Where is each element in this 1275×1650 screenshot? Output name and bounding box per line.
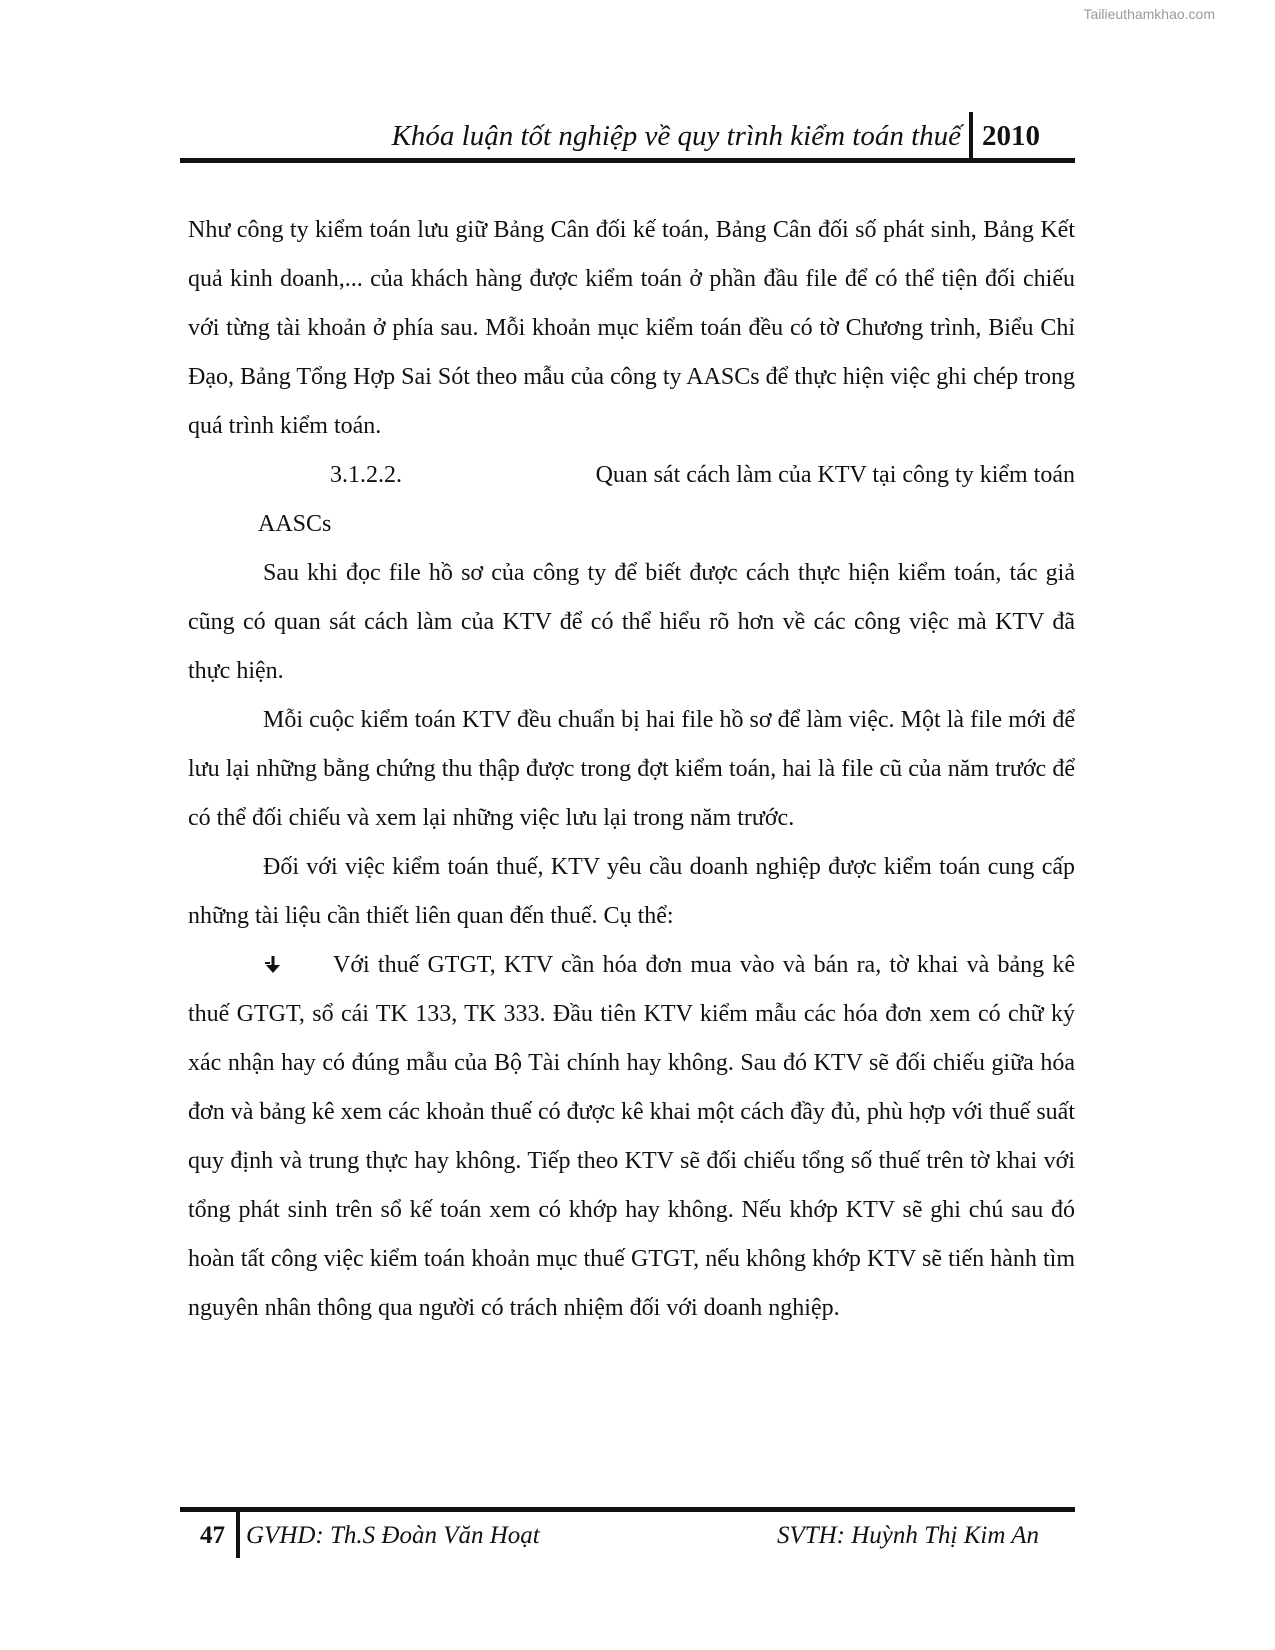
- header-divider: [969, 112, 973, 162]
- section-heading: [188, 451, 1075, 500]
- bullet-paragraph: [188, 941, 1075, 1333]
- paragraph-3: Mỗi cuộc kiểm toán KTV đều chuẩn bị hai file hồ sơ để làm việc. Một là file mới để lưu lại những bằng chứng thu thập được trong đợt kiểm toán, hai là file cũ của năm trước để có thể đối chiếu và xem lại những việc lưu lại trong năm trước.: [188, 707, 1075, 831]
- section-heading-continuation: AASCs: [258, 511, 332, 537]
- paragraph-1: Như công ty kiểm toán lưu giữ Bảng Cân đối kế toán, Bảng Cân đối số phát sinh, Bảng Kết quả kinh doanh,... của khách hàng được kiểm toán ở phần đầu file để có thể tiện đối chiếu với từng tài khoản ở phía sau. Mỗi khoản mục kiểm toán đều có tờ Chương trình, Biểu Chỉ Đạo, Bảng Tổng Hợp Sai Sót theo mẫu của công ty AASCs để thực hiện việc ghi chép trong quá trình kiểm toán.: [188, 217, 1075, 439]
- header-year: 2010: [982, 120, 1040, 152]
- header-rule: [180, 158, 1075, 163]
- footer-divider: [236, 1512, 240, 1558]
- arrow-down-bullet-icon: [263, 954, 283, 974]
- section-heading-number: 3.1.2.2.: [330, 462, 402, 488]
- page-footer: [180, 1512, 1075, 1558]
- footer-advisor: GVHD: Th.S Đoàn Văn Hoạt: [246, 1522, 540, 1549]
- paragraph-2: Sau khi đọc file hồ sơ của công ty để biết được cách thực hiện kiểm toán, tác giả cũng có quan sát cách làm của KTV để có thể hiểu rõ hơn về các công việc mà KTV đã thực hiện.: [188, 560, 1075, 684]
- paragraph-4: Đối với việc kiểm toán thuế, KTV yêu cầu doanh nghiệp được kiểm toán cung cấp những tài liệu cần thiết liên quan đến thuế. Cụ thể:: [188, 854, 1075, 929]
- footer-student: SVTH: Huỳnh Thị Kim An: [776, 1522, 1039, 1549]
- section-heading-text: Quan sát cách làm của KTV tại công ty kiểm toán: [595, 462, 1075, 488]
- bullet-paragraph-text: Với thuế GTGT, KTV cần hóa đơn mua vào và bán ra, tờ khai và bảng kê thuế GTGT, sổ cái TK 133, TK 333. Đầu tiên KTV kiểm mẫu các hóa đơn xem có chữ ký xác nhận hay có đúng mẫu của Bộ Tài chính hay không. Sau đó KTV sẽ đối chiếu giữa hóa đơn và bảng kê xem các khoản thuế có được kê khai một cách đầy đủ, phù hợp với thuế suất quy định và trung thực hay không. Tiếp theo KTV sẽ đối chiếu tổng số thuế trên tờ khai với tổng phát sinh trên sổ kế toán xem có khớp hay không. Nếu khớp KTV sẽ ghi chú sau đó hoàn tất công việc kiểm toán khoản mục thuế GTGT, nếu không khớp KTV sẽ tiến hành tìm nguyên nhân thông qua người có trách nhiệm đối với doanh nghiệp.: [188, 952, 1075, 1321]
- page-header: [180, 112, 1075, 162]
- watermark: Tailieuthamkhao.com: [1083, 6, 1215, 22]
- body-text: [188, 206, 1075, 1333]
- header-title: Khóa luận tốt nghiệp về quy trình kiểm toán thuế: [391, 120, 961, 152]
- page-number: 47: [200, 1522, 225, 1549]
